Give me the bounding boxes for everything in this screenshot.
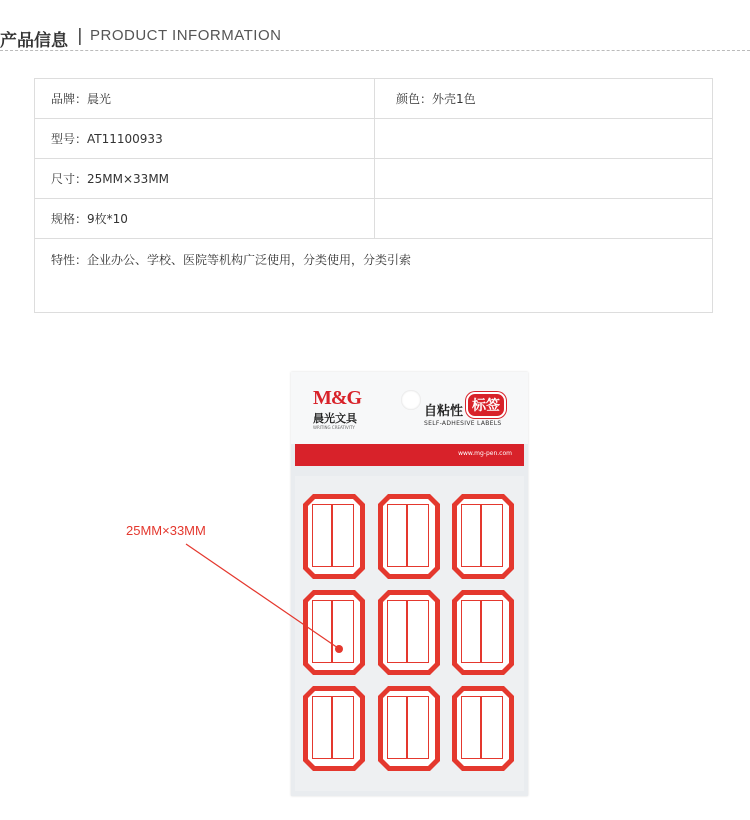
spec-value: 25MM×33MM: [87, 172, 170, 186]
spec-label: 特性：: [51, 253, 88, 267]
spec-label: 型号：: [51, 132, 88, 146]
callout-line: [186, 544, 338, 648]
spec-label: 品牌：: [51, 92, 88, 106]
callout-dot: [335, 645, 343, 653]
product-badge: 标签: [466, 392, 506, 418]
product-name-en: SELF-ADHESIVE LABELS: [424, 420, 502, 427]
spec-value: 外壳1色: [432, 92, 476, 106]
spec-label: 颜色：: [396, 92, 433, 106]
spec-value: AT11100933: [87, 132, 163, 146]
title-separator: |: [77, 26, 83, 46]
brand-slogan: WRITING CREATIVITY: [313, 425, 355, 430]
size-callout-label: 25MM×33MM: [126, 523, 206, 538]
section-title-en: PRODUCT INFORMATION: [90, 27, 282, 44]
brand-name-cn: 晨光文具: [313, 412, 357, 425]
section-title-cn: 产品信息: [0, 31, 68, 51]
spec-label: 规格：: [51, 212, 88, 226]
spec-value: 9枚*10: [87, 212, 128, 226]
spec-label: 尺寸：: [51, 172, 88, 186]
product-name-cn: 自粘性: [424, 404, 464, 419]
brand-url: www.mg-pen.com: [458, 450, 512, 457]
brand-logo: M&G: [313, 387, 362, 409]
spec-value: 晨光: [87, 92, 112, 106]
spec-value: 企业办公、学校、医院等机构广泛使用，分类使用，分类引索: [87, 253, 412, 267]
